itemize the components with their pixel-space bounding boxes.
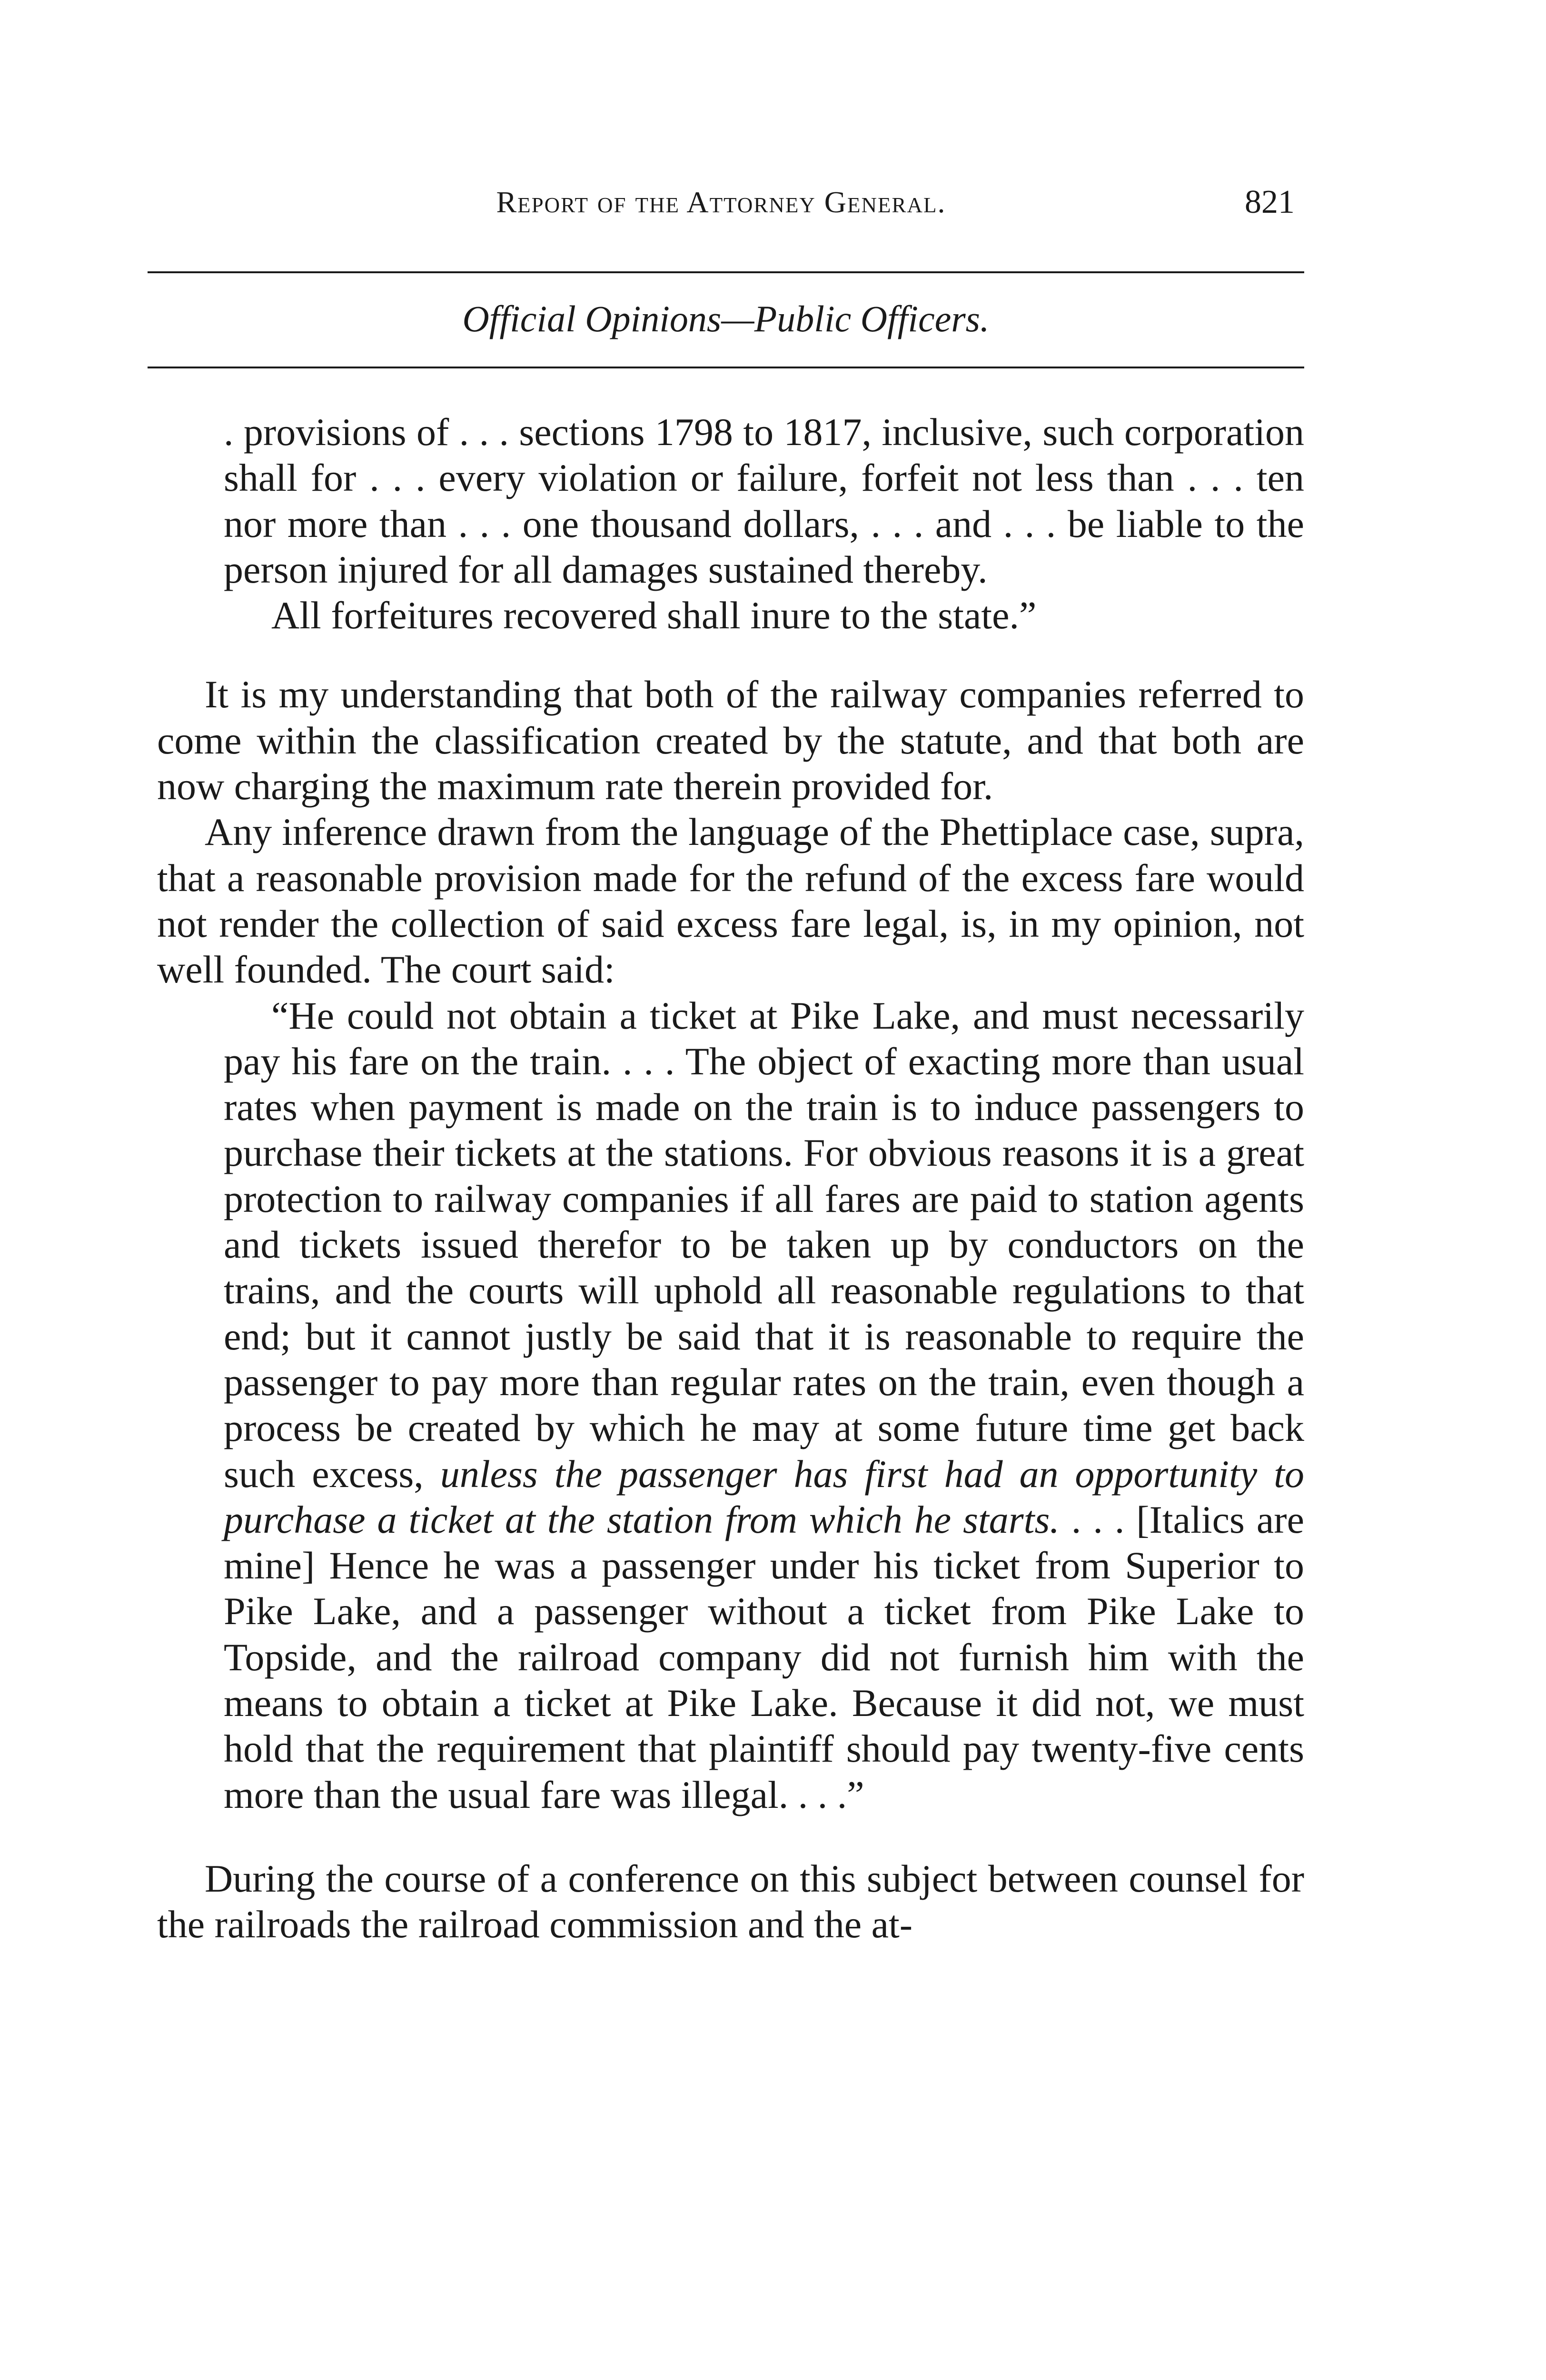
body-text [157, 409, 1304, 1948]
paragraph-understanding: It is my understanding that both of the railway companies referred to come within the classification created by the statute, and that both are now charging the maximum rate therein provided for. [157, 673, 1304, 808]
bottom-rule [148, 367, 1304, 368]
court-quote-italic: unless the passenger has first had an opportunity to purchase a ticket at the station from which he starts. [224, 1452, 1304, 1541]
statute-quote-paragraph: . provisions of . . . sections 1798 to 1817, inclusive, such corporation shall for . . . every violation or failure, forfeit not less than . . . ten nor more than . . . one thousand dollars, . . . and . . . be liable to the person injured for all damages sustained thereby. [224, 410, 1304, 591]
page-number: 821 [1245, 184, 1295, 220]
court-quote-text: “He could not obtain a ticket at Pike Lake, and must necessarily pay his fare on the train. . . . The object of exacting more than usual rates when payment is made on the train is to induce passengers to purchase their tickets at the stations. For obvious reasons it is a great protection to railway companies if all fares are paid to station agents and tickets issued therefor to be taken up by conductors on the trains, and the courts will uphold all reasonable regulations to that end; but it cannot justly be said that it is reasonable to require the passenger to pay more than regular rates on the train, even though a process be created by which he may at some future time get back such excess, [224, 993, 1304, 1496]
paragraph-conference: During the course of a conference on this subject between counsel for the railroads the railroad commission and the at- [157, 1856, 1304, 1946]
running-header [148, 176, 1295, 228]
top-rule [148, 271, 1304, 273]
running-title: Report of the Attorney General. [496, 185, 946, 219]
statute-quote-closing: All forfeitures recovered shall inure to the state.” [271, 594, 1037, 637]
court-quote [224, 993, 1304, 1818]
court-quote-continued: . . . [Italics are mine] Hence he was a passenger under his ticket from Superior to Pike Lake, and a passenger without a ticket from Pike Lake to Topside, and the railroad company did not furnish him with the means to obtain a ticket at Pike Lake. Because it did not, we must hold that the requirement that plaintiff should pay twenty-five cents more than the usual fare was illegal. . . .” [224, 1497, 1304, 1816]
section-heading: Official Opinions—Public Officers. [462, 298, 990, 339]
paragraph-inference: Any inference drawn from the language of the Phettiplace case, supra, that a reasonable provision made for the refund of the excess fare would not render the collection of said excess fare legal, is, in my opinion, not well founded. The court said: [157, 810, 1304, 992]
